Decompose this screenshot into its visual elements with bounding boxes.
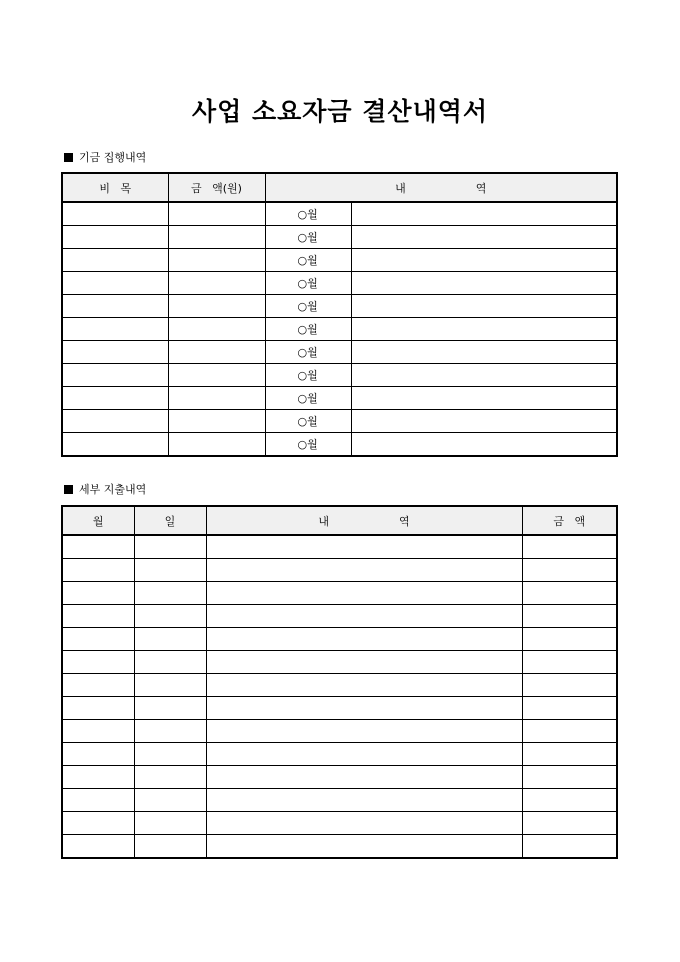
month-cell[interactable] [265,318,351,341]
table-row [62,628,617,651]
month-cell[interactable] [62,535,134,559]
month-cell[interactable] [265,226,351,249]
amount-cell[interactable] [168,387,265,410]
expense-item-cell[interactable] [62,341,168,364]
table-row [62,226,617,249]
day-cell[interactable] [134,674,206,697]
day-cell[interactable] [134,720,206,743]
month-cell[interactable] [265,364,351,387]
amount-cell[interactable] [522,674,617,697]
amount-cell[interactable] [522,697,617,720]
header-details: 내 역 [265,173,617,202]
amount-cell[interactable] [522,651,617,674]
details-cell[interactable] [351,318,617,341]
expense-item-cell[interactable] [62,272,168,295]
day-cell[interactable] [134,835,206,859]
details-cell[interactable] [206,743,522,766]
table-row [62,651,617,674]
table-row [62,766,617,789]
table-row [62,249,617,272]
details-cell[interactable] [351,272,617,295]
table-row [62,605,617,628]
expense-item-cell[interactable] [62,364,168,387]
amount-cell[interactable] [522,789,617,812]
details-cell[interactable] [206,628,522,651]
table-row [62,789,617,812]
table-row [62,582,617,605]
expense-item-cell[interactable] [62,226,168,249]
section-expense-detail-label [64,483,146,497]
fund-execution-table [61,172,618,457]
document-title: 사업 소요자금 결산내역서 [191,97,489,126]
header-details: 내 역 [206,506,522,535]
table-row [62,559,617,582]
square-bullet-icon [64,153,73,162]
table-row [62,720,617,743]
month-placeholder: ○월 [297,369,318,382]
amount-cell[interactable] [522,743,617,766]
table-row [62,835,617,859]
expense-detail-body [62,535,617,858]
expense-item-cell[interactable] [62,433,168,457]
details-cell[interactable] [351,341,617,364]
amount-cell[interactable] [522,559,617,582]
table-row [62,433,617,457]
day-cell[interactable] [134,651,206,674]
day-cell[interactable] [134,697,206,720]
month-cell[interactable] [265,295,351,318]
details-cell[interactable] [206,535,522,559]
table-row [62,535,617,559]
month-cell[interactable] [265,341,351,364]
amount-cell[interactable] [522,812,617,835]
month-cell[interactable] [62,559,134,582]
header-amount-won: 금 액(원) [168,173,265,202]
details-cell[interactable] [206,605,522,628]
amount-cell[interactable] [168,433,265,457]
month-placeholder: ○월 [297,438,318,451]
day-cell[interactable] [134,812,206,835]
day-cell[interactable] [134,628,206,651]
table-row [62,272,617,295]
amount-cell[interactable] [522,605,617,628]
table-row [62,364,617,387]
expense-item-cell[interactable] [62,387,168,410]
amount-cell[interactable] [522,720,617,743]
table-header-row [62,506,617,535]
expense-item-cell[interactable] [62,202,168,226]
month-cell[interactable] [62,743,134,766]
month-placeholder: ○월 [297,254,318,267]
details-cell[interactable] [206,559,522,582]
amount-cell[interactable] [168,364,265,387]
month-cell[interactable] [62,766,134,789]
details-cell[interactable] [206,835,522,859]
month-placeholder: ○월 [297,231,318,244]
month-placeholder: ○월 [297,346,318,359]
day-cell[interactable] [134,582,206,605]
section-fund-execution-label [64,151,146,165]
month-cell[interactable] [62,582,134,605]
table-row [62,410,617,433]
month-cell[interactable] [62,605,134,628]
details-cell[interactable] [206,789,522,812]
details-cell[interactable] [206,582,522,605]
month-placeholder: ○월 [297,277,318,290]
header-amount: 금 액 [522,506,617,535]
month-cell[interactable] [265,410,351,433]
table-header-row [62,173,617,202]
table-row [62,743,617,766]
month-cell[interactable] [265,202,351,226]
details-cell[interactable] [351,202,617,226]
table-row [62,295,617,318]
table-row [62,341,617,364]
section-label-text: 기금 집행내역 [79,151,147,164]
amount-cell[interactable] [522,628,617,651]
details-cell[interactable] [206,812,522,835]
details-cell[interactable] [206,651,522,674]
expense-item-cell[interactable] [62,318,168,341]
day-cell[interactable] [134,743,206,766]
section-label-text: 세부 지출내역 [79,483,147,496]
month-cell[interactable] [62,789,134,812]
month-placeholder: ○월 [297,323,318,336]
table-row [62,812,617,835]
day-cell[interactable] [134,535,206,559]
amount-cell[interactable] [522,535,617,559]
expense-item-cell[interactable] [62,410,168,433]
amount-cell[interactable] [522,582,617,605]
amount-cell[interactable] [168,249,265,272]
header-day: 일 [134,506,206,535]
amount-cell[interactable] [168,341,265,364]
month-placeholder: ○월 [297,392,318,405]
month-cell[interactable] [62,720,134,743]
month-cell[interactable] [265,249,351,272]
amount-cell[interactable] [168,272,265,295]
amount-cell[interactable] [522,766,617,789]
day-cell[interactable] [134,559,206,582]
month-placeholder: ○월 [297,300,318,313]
details-cell[interactable] [206,674,522,697]
header-month: 월 [62,506,134,535]
month-cell[interactable] [62,674,134,697]
month-cell[interactable] [62,835,134,859]
amount-cell[interactable] [168,410,265,433]
month-cell[interactable] [62,651,134,674]
day-cell[interactable] [134,605,206,628]
expense-item-cell[interactable] [62,249,168,272]
month-cell[interactable] [265,433,351,457]
day-cell[interactable] [134,789,206,812]
month-placeholder: ○월 [297,415,318,428]
table-row [62,697,617,720]
fund-execution-body [62,202,617,456]
amount-cell[interactable] [522,835,617,859]
details-cell[interactable] [351,226,617,249]
details-cell[interactable] [206,697,522,720]
table-row [62,674,617,697]
month-cell[interactable] [265,272,351,295]
amount-cell[interactable] [168,226,265,249]
month-cell[interactable] [62,628,134,651]
amount-cell[interactable] [168,318,265,341]
details-cell[interactable] [351,387,617,410]
expense-item-cell[interactable] [62,295,168,318]
details-cell[interactable] [351,249,617,272]
month-cell[interactable] [62,812,134,835]
header-expense-item: 비 목 [62,173,168,202]
details-cell[interactable] [206,720,522,743]
details-cell[interactable] [351,410,617,433]
day-cell[interactable] [134,766,206,789]
month-cell[interactable] [265,387,351,410]
table-row [62,202,617,226]
table-row [62,387,617,410]
square-bullet-icon [64,485,73,494]
details-cell[interactable] [351,364,617,387]
amount-cell[interactable] [168,295,265,318]
expense-detail-table [61,505,618,859]
table-row [62,318,617,341]
amount-cell[interactable] [168,202,265,226]
details-cell[interactable] [351,295,617,318]
month-cell[interactable] [62,697,134,720]
month-placeholder: ○월 [297,208,318,221]
details-cell[interactable] [206,766,522,789]
details-cell[interactable] [351,433,617,457]
